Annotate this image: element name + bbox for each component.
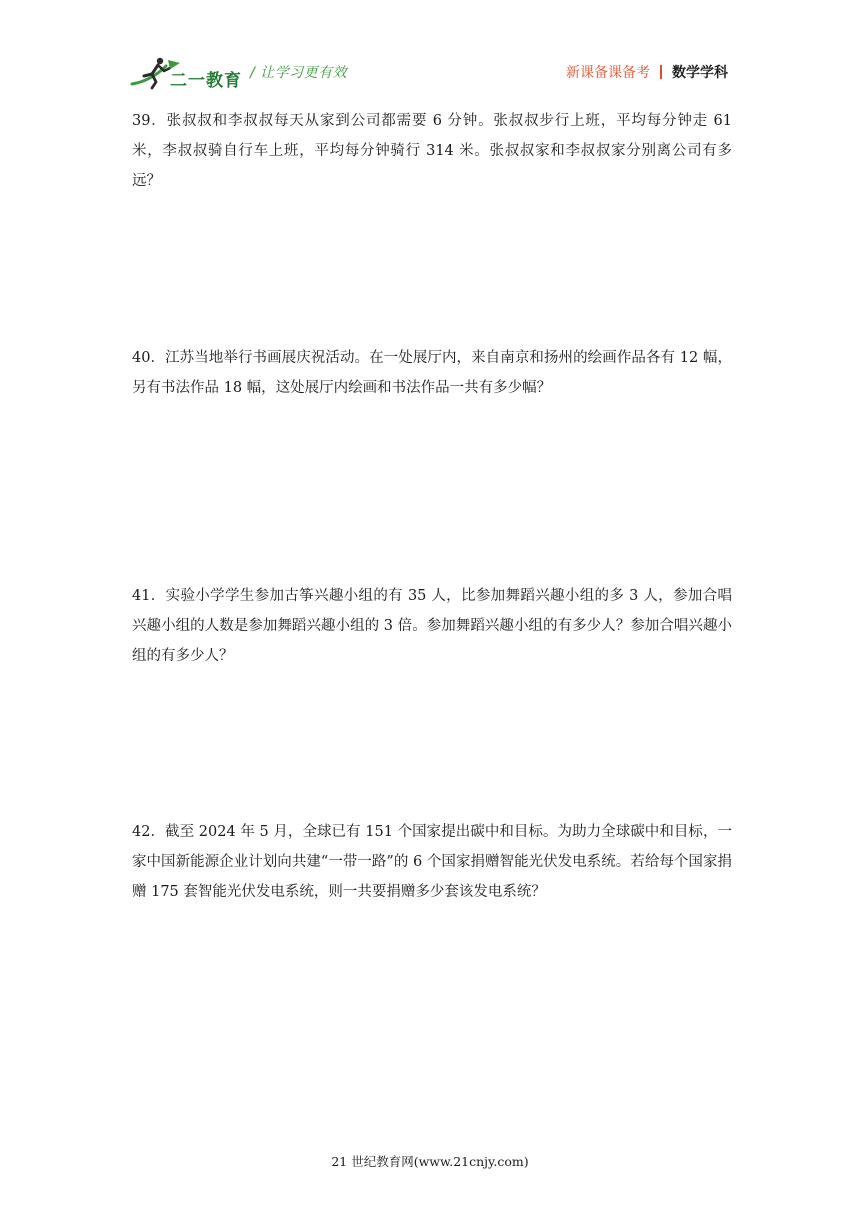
header-divider: [660, 65, 662, 79]
subject-label: 数学学科: [672, 65, 728, 81]
question-42: 42．截至 2024 年 5 月，全球已有 151 个国家提出碳中和目标。为助力全球碳中和目标，一家中国新能源企业计划向共建“一带一路”的 6 个国家捐赠智能光伏发电系统。若给每个国家捐赠 175 套智能光伏发电系统，则一共要捐赠多少套该发电系统？: [132, 824, 732, 900]
header-subject-info: [566, 62, 728, 82]
page-footer: 21 世纪教育网(www.21cnjy.com): [331, 1154, 529, 1169]
logo: [130, 54, 242, 90]
question-39: 39．张叔叔和李叔叔每天从家到公司都需要 6 分钟。张叔叔步行上班，平均每分钟走 61 米，李叔叔骑自行车上班，平均每分钟骑行 314 米。张叔叔家和李叔叔家分别离公司有多远？: [132, 113, 732, 189]
logo-text: 二一教育: [170, 71, 242, 91]
question-40: 40．江苏当地举行书画展庆祝活动。在一处展厅内，来自南京和扬州的绘画作品各有 12 幅，另有书法作品 18 幅，这处展厅内绘画和书法作品一共有多少幅？: [132, 350, 732, 396]
question-41: 41．实验小学学生参加古筝兴趣小组的有 35 人，比参加舞蹈兴趣小组的多 3 人，参加合唱兴趣小组的人数是参加舞蹈兴趣小组的 3 倍。参加舞蹈兴趣小组的有多少人？参加合唱兴趣小组的有多少人？: [132, 588, 732, 664]
page-header: [0, 0, 860, 100]
slogan: / 让学习更有效: [250, 65, 348, 81]
prep-label: 新课备课备考: [566, 65, 650, 81]
